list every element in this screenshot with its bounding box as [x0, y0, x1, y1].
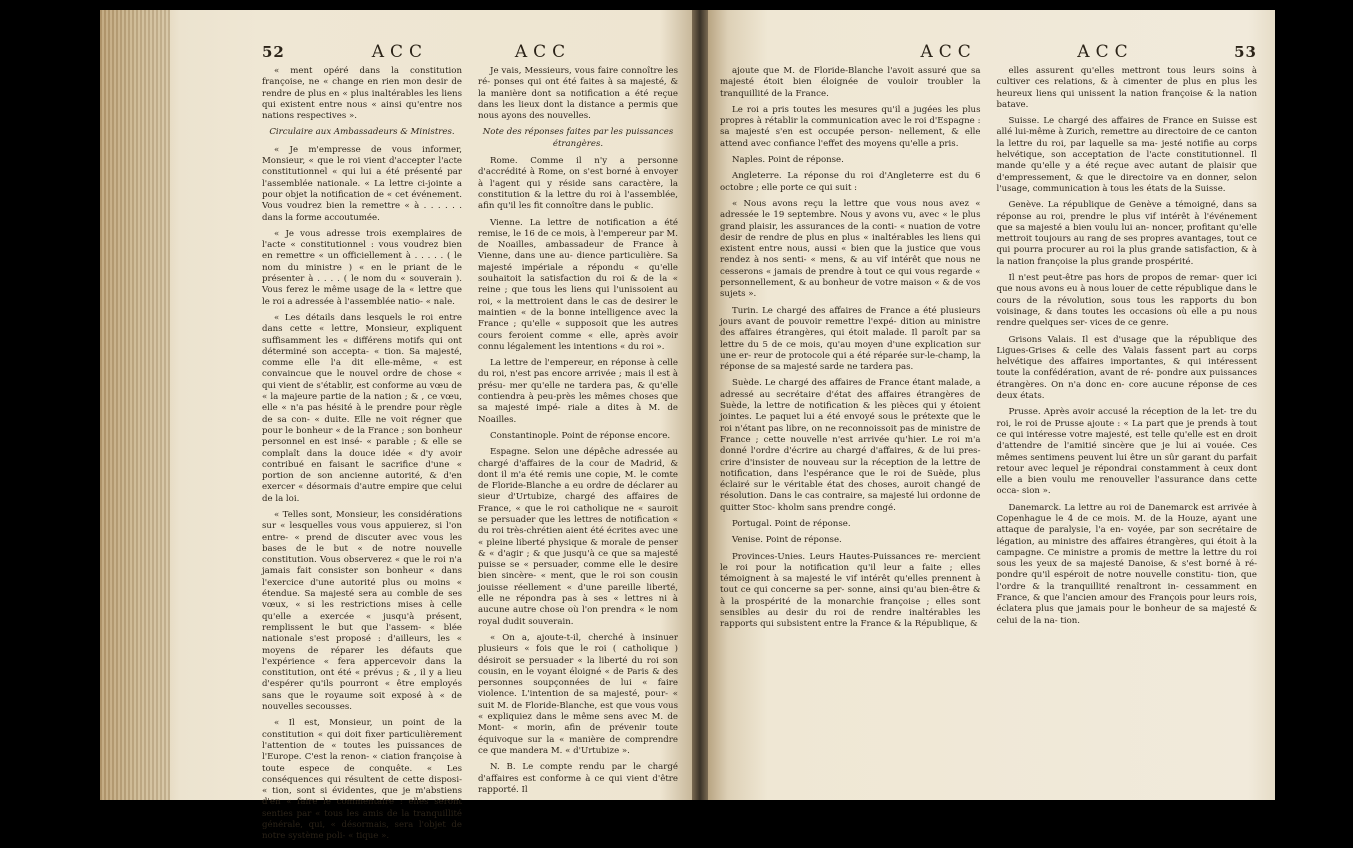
paragraph: Naples. Point de réponse.	[732, 155, 844, 166]
left-running-head	[262, 42, 678, 62]
left-page-number: 52	[262, 43, 285, 61]
paragraph: Grisons Valais. Il est d'usage que la république des Ligues-Grises & celle des Valais fassent part au corps helvétique des affaires importantes, & qui intéressent toute la confédération, avant de ré- pondre aux puissances étrangères. On n'a donc en- core aucune réponse de ces deux états.	[996, 334, 1257, 402]
paragraph: Suède. Le chargé des affaires de France étant malade, a adressé au secrétaire d'état des affaires étrangères de Suède, la lettre de notification & les pièces qui y étoient jointes. Le paquet lui a été envoyé sous le prétexte que le roi n'étant pas libre, on ne reconnoissoit pas de ministre de France ; cette nouvelle n'est arrivée qu'hier. Le roi m'a donné l'ordre d'écrire au chargé d'affaires, & de lui pres- crire d'insister de nouveau sur la réception de la lettre de notification, dans l'espérance que le roi de Suède, plus éclairé sur le véritable état des choses, auroit changé de résolution. Dans le cas contraire, sa majesté lui ordonne de quitter Stoc- kholm sans prendre congé.	[720, 378, 981, 513]
left-page	[100, 10, 692, 842]
paragraph: Turin. Le chargé des affaires de France a été plusieurs jours avant de pouvoir remettre l'expé- dition au ministre des affaires étrangères, qui étoit malade. Il paroît par sa lettre du 5 de ce mois, qu'au moyen d'une explication sur une er- reur de protocole qui a été réparée sur-le-champ, la réponse de sa majesté sarde ne tardera pas.	[720, 305, 981, 373]
right-header-word: ACC	[920, 42, 977, 62]
right-column-1	[720, 66, 981, 636]
paragraph: Portugal. Point de réponse.	[732, 518, 851, 529]
paragraph: « ment opéré dans la constitution françoise, ne « change en rien mon desir de rendre de plus en « plus inaltérables les liens qui existent entre nous « ainsi qu'entre nos nations respectives ».	[262, 66, 462, 122]
paragraph: « Je m'empresse de vous informer, Monsieur, « que le roi vient d'accepter l'acte constitutionnel « qui lui a été présenté par l'assemblée nationale. « La lettre ci-jointe a pour objet la notification de « cet événement. Vous voudrez bien la remettre « à . . . . . . dans la forme accoutumée.	[262, 144, 462, 223]
paragraph: Provinces-Unies. Leurs Hautes-Puissances re- mercient le roi pour la notification qu'il leur a faite ; elles témoignent à sa majesté le vif intérêt qu'elles prennent à tout ce qui concerne sa per- sonne, ainsi qu'au bien-être & à la prospérité de la monarchie françoise ; elles sont sensibles au desir du roi de rendre inaltérables les rapports qui subsistent entre la France & la République, &	[720, 551, 981, 630]
right-page-number: 53	[1234, 43, 1257, 61]
book-gutter	[692, 10, 708, 800]
paragraph: Suisse. Le chargé des affaires de France en Suisse est allé lui-même à Zurich, remettre au directoire de ce canton la lettre du roi, par laquelle sa ma- jesté notifie au corps helvétique, son acceptation de l'acte constitutionnel. Il mande qu'elle y a été reçue avec autant de plaisir que d'empressement, & que le directoire va en donner, selon l'usage, communication à tous les états de la Suisse.	[996, 116, 1257, 194]
paragraph: elles assurent qu'elles mettront tous leurs soins à cultiver ces relations, & à cimenter de plus en plus les heureux liens qui unissent la nation françoise & la nation batave.	[996, 66, 1257, 110]
paragraph: Vienne. La lettre de notification a été remise, le 16 de ce mois, à l'empereur par M. de Noailles, ambassadeur de France à Vienne, dans une au- dience particulière. Sa majesté impériale a répondu « qu'elle souhaitoit la satisfaction du roi & de la « reine ; que tous les liens qui l'unissoient au roi, « la mettroient dans le cas de desirer le maintien « de la bonne intelligence avec la France ; qu'elle « supposoit que les autres cours feroient comme « elle, après avoir connu légalement les intentions « du roi ».	[478, 217, 678, 352]
left-column-2	[478, 66, 678, 848]
paragraph: ajoute que M. de Floride-Blanche l'avoit assuré que sa majesté étoit bien éloignée de vouloir troubler la tranquillité de la France.	[720, 66, 981, 99]
left-header-word: ACC	[371, 42, 429, 62]
paragraph: Angleterre. La réponse du roi d'Angleterre est du 6 octobre ; elle porte ce qui suit :	[720, 171, 981, 193]
paragraph: « Telles sont, Monsieur, les considérations sur « lesquelles vous vous appuierez, si l'on entre- « prend de discuter avec vous les bases de le but « de notre nouvelle constitution. Vous observerez « que le roi n'a jamais fait consister son bonheur « dans l'exercice d'une autorité plus ou moins « étendue. Sa majesté sera au comble de ses vœux, « si les restrictions mises à celle qu'elle a exercée « jusqu'à présent, remplissent le but que l'assem- « blée nationale s'est proposé : d'ailleurs, les « moyens de réparer les défauts que l'expérience « fera appercevoir dans la constitution, ont été « prévus ; & , il y a lieu d'espérer qu'ils pourront « être employés sans que le royaume soit exposé à « de nouvelles secousses.	[262, 509, 462, 713]
paragraph: « Nous avons reçu la lettre que vous nous avez « adressée le 19 septembre. Nous y avons vu, avec « le plus grand plaisir, les assurances de la conti- « nuation de votre desir de rendre de plus en plus « inaltérables les liens qui existent entre nous, aussi « bien que la justice que vous rendez à nos senti- « mens, & au vif intérêt que nous ne cesserons « jamais de prendre à tout ce qui vous regarde « personnellement, & au bonheur de votre maison « & de vos sujets ».	[720, 198, 981, 300]
paragraph: Danemarck. La lettre au roi de Danemarck est arrivée à Copenhague le 4 de ce mois. M. de la Houze, ayant une attaque de paralysie, l'a en- voyée, par son secrétaire de légation, au ministre des affaires étrangères, qui étoit à la campagne. Ce ministre a promis de mettre la lettre du roi sous les yeux de sa majesté Danoise, & s'est borné à ré- pondre qu'il espéroit de notre nouvelle constitu- tion, que l'ordre & la tranquillité renaîtront in- cessamment en France, & que l'ancien amour des François pour leurs rois, éclatera plus que jamais pour le bonheur de sa majesté & celui de la na- tion.	[996, 502, 1257, 626]
right-header-word-2: ACC	[1077, 42, 1134, 62]
paragraph: « Il est, Monsieur, un point de la constitution « qui doit fixer particulièrement l'attention de « toutes les puissances de l'Europe. C'est la renon- « ciation françoise à toute espece de conquête. « Les conséquences qui résultent de cette disposi- « tion, sont si évidentes, que je m'abstiens d'en « faire le commentaire : elles seront senties par « tous les amis de la tranquillité générale, qui, « désormais, sera l'objet de notre système poli- « tique ».	[262, 718, 462, 842]
paragraph: Il n'est peut-être pas hors de propos de remar- quer ici que nous avons eu à nous louer de cette république dans le cours de la révolution, sous tous les rapports du bon voisinage, & dans toutes les occasions où elle a pu nous rendre quelques ser- vices de ce genre.	[996, 273, 1257, 329]
right-running-head	[720, 42, 1257, 62]
left-header-word-2: ACC	[514, 42, 572, 62]
left-column-1	[262, 66, 462, 848]
open-book	[100, 10, 1275, 842]
paragraph: « On a, ajoute-t-il, cherché à insinuer plusieurs « fois que le roi ( catholique ) désiroit se persuader « la liberté du roi son cousin, en le voyant éloigné « de Paris & des personnes soupçonnées de lui « faire violence. L'intention de sa majesté, pour- « suit M. de Floride-Blanche, est que vous vous « expliquiez dans le même sens avec M. de Mont- « morin, afin de prévenir toute équivoque sur la « manière de comprendre ce que mandera M. « d'Urtubize ».	[478, 632, 678, 756]
section-heading: Note des réponses faites par les puissances étrangères.	[482, 127, 674, 149]
paragraph: Venise. Point de réponse.	[732, 535, 842, 546]
paragraph: N. B. Le compte rendu par le chargé d'affaires est conforme à ce qui vient d'être rapporté. Il	[478, 762, 678, 795]
paragraph: Rome. Comme il n'y a personne d'accrédité à Rome, on s'est borné à envoyer à l'agent qui y réside sans caractère, la constitution & la lettre du roi à l'assemblée, afin qu'il les fit connoître dans le public.	[478, 156, 678, 212]
paragraph: « Les détails dans lesquels le roi entre dans cette « lettre, Monsieur, expliquent suffisamment les « différens motifs qui ont déterminé son accepta- « tion. Sa majesté, comme elle l'a dit elle-même, « est convaincue que le nouvel ordre de chose « qui vient de s'établir, est conforme au vœu de « la majeure partie de la nation ; & , ce vœu, elle « n'a pas hésité à le prendre pour règle de sa con- « duite. Elle ne voit régner que pour le bonheur « de la France ; son bonheur personnel en est insé- « parable ; & elle se complaît dans la douce idée « d'y avoir contribué en faisant le sacrifice d'une « portion de son ancienne autorité, & d'en exercer « désormais d'autre empire que celui de la loi.	[262, 312, 462, 504]
page-edge-stack	[100, 10, 170, 800]
paragraph: La lettre de l'empereur, en réponse à celle du roi, n'est pas encore arrivée ; mais il est à présu- mer qu'elle ne tardera pas, & qu'elle contiendra à peu-près les mêmes choses que sa majesté impé- riale a dites à M. de Noailles.	[478, 358, 678, 425]
right-column-2	[997, 66, 1258, 636]
paragraph: Genève. La république de Genève a témoigné, dans sa réponse au roi, prendre le plus vif intérêt à l'événement que sa majesté a bien voulu lui an- noncer, profitant qu'elle mettroit toujours au rang de ses propres avantages, tout ce qui pourra procurer au roi la plus grande satisfaction, & à la nation françoise la plus grande prospérité.	[996, 200, 1257, 267]
right-page	[708, 10, 1275, 800]
section-heading: Circulaire aux Ambassadeurs & Ministres.	[269, 127, 455, 138]
paragraph: Prusse. Après avoir accusé la réception de la let- tre du roi, le roi de Prusse ajoute : « La part que je prends à tout ce qui intéresse votre majesté, est telle qu'elle est en droit d'attendre de l'amitié sincère que je lui ai vouée. Ces mêmes sentimens peuvent lui être un sûr garant du parfait retour avec lequel je répondrai constamment à ceux dont elle a bien voulu me renouveller l'assurance dans cette occa- sion ».	[996, 407, 1257, 497]
paragraph: Espagne. Selon une dépêche adressée au chargé d'affaires de la cour de Madrid, & dont il m'a été remis une copie, M. le comte de Floride-Blanche a eu ordre de déclarer au sieur d'Urtubize, chargé des affaires de France, « que le roi catholique ne « sauroit se persuader que les lettres de notification « du roi très-chrétien aient été écrites avec une « pleine liberté physique & morale de penser & « d'agir ; & que jusqu'à ce que sa majesté puisse se « persuader, comme elle le desire bien sincère- « ment, que le roi son cousin jouisse réellement « d'une pareille liberté, elle ne répondra pas à ses « lettres ni à aucune autre chose où l'on prendra « le nom royal dudit souverain.	[478, 447, 678, 627]
paragraph: Le roi a pris toutes les mesures qu'il a jugées les plus propres à rétablir la communication avec le roi d'Espagne : sa majesté s'en est occupée person- nellement, & elle attend avec confiance l'effet des moyens qu'elle a pris.	[720, 104, 981, 149]
paragraph: Constantinople. Point de réponse encore.	[490, 430, 671, 441]
paragraph: Je vais, Messieurs, vous faire connoître les ré- ponses qui ont été faites à sa majesté, & la manière dont sa notification a été reçue dans les lieux dont la distance a permis que nous ayons des nouvelles.	[478, 66, 678, 122]
paragraph: « Je vous adresse trois exemplaires de l'acte « constitutionnel : vous voudrez bien en remettre « un officiellement à . . . . . ( le nom du ministre ) « en le priant de le présenter à . . . . ( le nom du « souverain ). Vous ferez le même usage de la « lettre que le roi a adressée à l'assemblée natio- « nale.	[262, 228, 462, 307]
